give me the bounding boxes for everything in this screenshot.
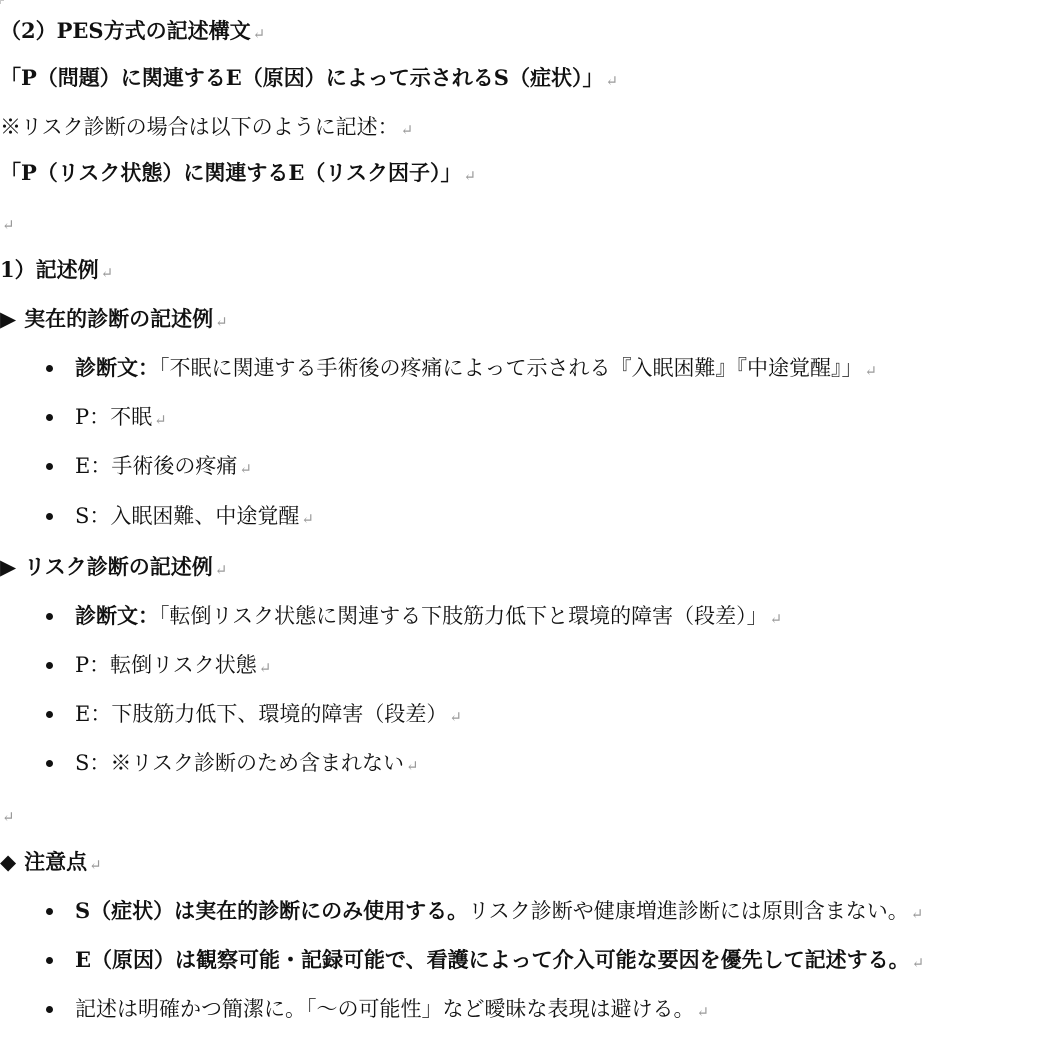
risk-syntax: 「P（リスク状態）に関連するE（リスク因子）」 ↵ <box>0 160 477 185</box>
paragraph-mark-icon: ↵ <box>910 905 924 923</box>
bullet-icon <box>46 365 53 372</box>
paragraph-mark-icon: ↵ <box>214 561 228 579</box>
list-item: 記述は明確かつ簡潔に。「〜の可能性」など曖昧な表現は避ける。 ↵ <box>46 994 709 1024</box>
paragraph-mark-icon: ↵ <box>239 460 252 478</box>
triangle-right-icon: ▶ <box>0 306 17 331</box>
bullet-icon <box>46 414 53 421</box>
section-heading-pes: （2）PES方式の記述構文 ↵ <box>0 18 266 43</box>
paragraph-mark-icon: ↵ <box>449 708 462 726</box>
bullet-icon <box>46 760 53 767</box>
diamond-icon: ◆ <box>0 849 17 874</box>
list-item: P：転倒リスク状態 ↵ <box>46 650 271 680</box>
list-item: S（症状）は実在的診断にのみ使用する。リスク診断や健康増進診断には原則含まない。 ↵ <box>46 896 923 926</box>
notes-heading: ◆ 注意点 ↵ <box>0 847 102 877</box>
paragraph-mark-icon: ↵ <box>463 167 477 185</box>
risk-diagnosis-heading: ▶ リスク診断の記述例 ↵ <box>0 552 227 582</box>
paragraph-mark-icon: ↵ <box>911 954 925 972</box>
paragraph-mark-icon: ↵ <box>769 610 783 628</box>
paragraph-mark-icon: ↵ <box>258 659 272 677</box>
paragraph-mark-icon: ↵ <box>301 510 314 528</box>
list-item: S：入眠困難、中途覚醒 ↵ <box>46 501 314 531</box>
paragraph-mark-icon: ↵ <box>89 856 102 874</box>
list-item: P：不眠 ↵ <box>46 402 167 432</box>
paragraph-mark-icon: ↵ <box>400 121 414 139</box>
bullet-icon <box>46 1006 53 1013</box>
page-corner-mark <box>0 0 4 4</box>
paragraph-mark-icon: ↵ <box>215 313 228 331</box>
pes-syntax: 「P（問題）に関連するE（原因）によって示されるS（症状）」 ↵ <box>0 65 619 90</box>
bullet-icon <box>46 908 53 915</box>
list-item: 診断文：「転倒リスク状態に関連する下肢筋力低下と環境的障害（段差）」 ↵ <box>46 601 782 631</box>
bullet-icon <box>46 662 53 669</box>
paragraph-mark-icon: ↵ <box>605 72 619 90</box>
list-item: S：※リスク診断のため含まれない ↵ <box>46 748 419 778</box>
paragraph-mark-icon: ↵ <box>696 1003 710 1021</box>
list-item: E（原因）は観察可能・記録可能で、看護によって介入可能な要因を優先して記述する。 ↵ <box>46 945 924 975</box>
list-item: E：下肢筋力低下、環境的障害（段差） ↵ <box>46 699 462 729</box>
paragraph-mark-icon: ↵ <box>100 264 114 282</box>
empty-paragraph <box>0 207 15 237</box>
paragraph-mark-icon: ↵ <box>154 411 167 429</box>
paragraph-mark-icon: ↵ <box>864 362 878 380</box>
bullet-icon <box>46 613 53 620</box>
paragraph-mark-icon: ↵ <box>405 757 419 775</box>
examples-heading: 1）記述例 ↵ <box>0 257 114 282</box>
triangle-right-icon: ▶ <box>0 554 17 579</box>
bullet-icon <box>46 513 53 520</box>
bullet-icon <box>46 711 53 718</box>
list-item: 診断文：「不眠に関連する手術後の疼痛によって示される『入眠困難』『中途覚醒』」 ↵ <box>46 353 877 383</box>
risk-note: ※リスク診断の場合は以下のように記述： ↵ <box>0 115 414 139</box>
bullet-icon <box>46 463 53 470</box>
list-item: E：手術後の疼痛 ↵ <box>46 451 252 481</box>
paragraph-mark-icon: ↵ <box>252 25 266 43</box>
empty-paragraph <box>0 799 15 829</box>
paragraph-mark-icon: ↵ <box>2 808 15 826</box>
actual-diagnosis-heading: ▶ 実在的診断の記述例 ↵ <box>0 304 228 334</box>
bullet-icon <box>46 957 53 964</box>
paragraph-mark-icon: ↵ <box>2 216 15 234</box>
